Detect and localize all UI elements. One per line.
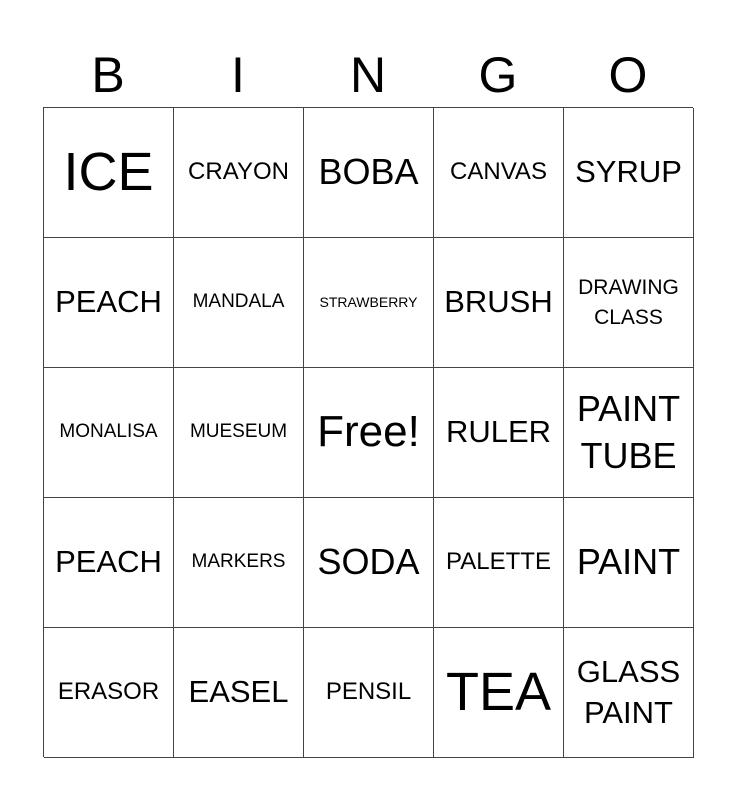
cell-text: PENSIL [325,678,412,706]
bingo-board [43,107,693,757]
bingo-cell [304,498,434,628]
bingo-cell [434,108,564,238]
bingo-cell [434,498,564,628]
free-space-cell [304,368,434,498]
cell-text: PEACH [55,284,162,320]
bingo-cell [44,238,174,368]
bingo-cell [174,108,304,238]
header-letter-o: O [608,47,648,103]
bingo-cell [434,628,564,758]
header-letter-b: B [91,47,125,103]
bingo-cell [564,368,694,498]
cell-text: PALETTE [446,548,551,576]
bingo-cell [44,368,174,498]
bingo-cell [434,368,564,498]
bingo-cell [434,238,564,368]
cell-text: EASEL [188,674,289,710]
free-space-text: Free! [317,407,420,457]
bingo-cell [564,238,694,368]
cell-text: CRAYON [188,158,289,186]
bingo-cell [44,108,174,238]
cell-text: SODA [317,541,420,583]
bingo-cell [174,498,304,628]
bingo-cell [304,108,434,238]
bingo-header [43,44,693,106]
cell-text: MARKERS [191,551,286,573]
bingo-cell [174,628,304,758]
header-letter-g: G [478,47,518,103]
cell-text: ERASOR [57,678,160,706]
bingo-cell [564,498,694,628]
cell-text: BRUSH [444,284,553,320]
cell-text: ICE [63,141,154,202]
cell-text: DRAWING CLASS [578,276,679,329]
bingo-cell [564,628,694,758]
cell-text: MANDALA [192,291,285,313]
cell-text: BOBA [318,151,419,193]
cell-text: PAINT TUBE [576,387,681,476]
cell-text: CANVAS [450,158,547,186]
header-letter-i: I [231,47,245,103]
cell-text: RULER [445,414,552,450]
cell-text: MONALISA [59,421,158,443]
cell-text: STRAWBERRY [319,294,418,311]
bingo-cell [304,628,434,758]
cell-text: GLASS PAINT [576,654,681,730]
bingo-cell [564,108,694,238]
bingo-cell [44,498,174,628]
bingo-cell [174,238,304,368]
bingo-cell [174,368,304,498]
bingo-cell [44,628,174,758]
cell-text: TEA [445,661,552,722]
cell-text: SYRUP [575,154,682,190]
header-letter-n: N [349,47,387,103]
bingo-cell [304,238,434,368]
cell-text: MUESEUM [189,421,288,443]
cell-text: PAINT [576,541,681,583]
cell-text: PEACH [55,544,162,580]
